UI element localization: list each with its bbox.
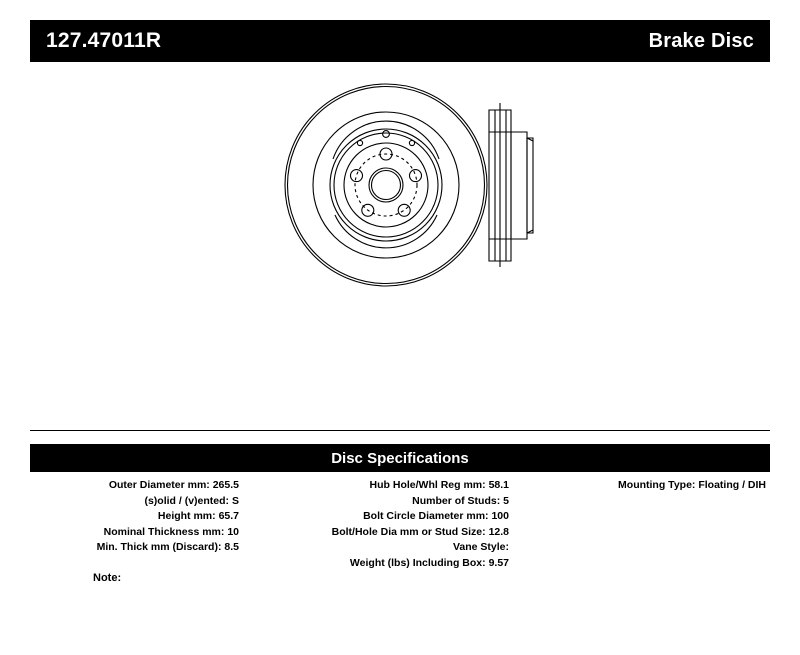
locator-hole xyxy=(357,140,362,145)
spec-title-bar xyxy=(30,444,770,472)
spec-column-right xyxy=(515,478,770,571)
locator-hole xyxy=(383,131,390,138)
spec-value: 5 xyxy=(503,494,509,507)
spec-label: Mounting Type: xyxy=(618,479,696,491)
spec-label: (s)olid / (v)ented: xyxy=(144,494,230,507)
friction-ring-inner xyxy=(313,112,459,258)
spec-label: Bolt Circle Diameter mm: xyxy=(363,510,489,522)
spec-value: 8.5 xyxy=(224,541,239,553)
spec-label: Bolt/Hole Dia mm or Stud Size: xyxy=(331,525,486,538)
hat-blend-arc xyxy=(335,215,437,248)
locator-hole xyxy=(409,140,414,145)
hub-hole xyxy=(369,168,403,202)
spec-value: S xyxy=(231,494,239,507)
spec-value: 65.7 xyxy=(218,510,239,522)
spec-row xyxy=(30,525,239,541)
spec-row xyxy=(245,556,509,572)
spec-value: 12.8 xyxy=(488,525,509,538)
spec-label: Number of Studs: xyxy=(412,494,501,507)
spec-value: Floating / DIH xyxy=(698,479,766,491)
spec-column-middle xyxy=(245,478,515,571)
hat-outer-2 xyxy=(334,133,438,237)
section-divider xyxy=(30,430,770,431)
hat-blend-arc xyxy=(333,121,439,159)
hat-step xyxy=(344,143,428,227)
spec-label: Min. Thick mm (Discard): xyxy=(96,541,222,553)
spec-row xyxy=(245,509,509,525)
spec-row xyxy=(245,478,509,494)
product-drawing xyxy=(30,75,770,425)
spec-label: Weight (lbs) Including Box: xyxy=(349,556,486,569)
brake-disc-diagram xyxy=(30,75,770,425)
note-row xyxy=(93,572,121,584)
spec-row xyxy=(30,478,239,494)
note-label: Note: xyxy=(93,572,122,584)
spec-value: 9.57 xyxy=(488,556,509,569)
spec-label: Vane Style: xyxy=(452,541,509,553)
spec-row xyxy=(245,494,509,510)
bolt-circle xyxy=(355,154,417,216)
spec-label: Height mm: xyxy=(157,510,216,522)
product-type-label: Brake Disc xyxy=(648,29,754,52)
spec-row xyxy=(245,540,509,556)
spec-row xyxy=(245,525,509,541)
spec-label: Hub Hole/Whl Reg mm: xyxy=(369,479,486,491)
stud-hole xyxy=(410,170,422,182)
spec-row xyxy=(30,509,239,525)
spec-columns xyxy=(30,478,770,571)
spec-label: Nominal Thickness mm: xyxy=(103,525,225,538)
hub-hole-inner xyxy=(372,171,401,200)
spec-row xyxy=(30,540,239,556)
spec-value: 10 xyxy=(227,525,239,538)
stud-hole xyxy=(398,204,410,216)
spec-label: Outer Diameter mm: xyxy=(108,479,210,491)
stud-hole xyxy=(351,170,363,182)
spec-column-left xyxy=(30,478,245,571)
spec-value: 265.5 xyxy=(212,479,239,491)
spec-value: 100 xyxy=(491,510,509,522)
spec-row xyxy=(515,478,766,494)
friction-band-outer xyxy=(527,138,533,233)
header-bar xyxy=(30,20,770,62)
friction-band-section xyxy=(511,132,527,239)
rotor-outer-edge xyxy=(285,84,487,286)
hat-outer xyxy=(330,129,442,241)
rotor-outer-edge-inner xyxy=(288,87,485,284)
spec-value: 58.1 xyxy=(488,479,509,491)
spec-row xyxy=(30,494,239,510)
spec-title: Disc Specifications xyxy=(331,449,469,467)
part-number: 127.47011R xyxy=(46,29,162,52)
